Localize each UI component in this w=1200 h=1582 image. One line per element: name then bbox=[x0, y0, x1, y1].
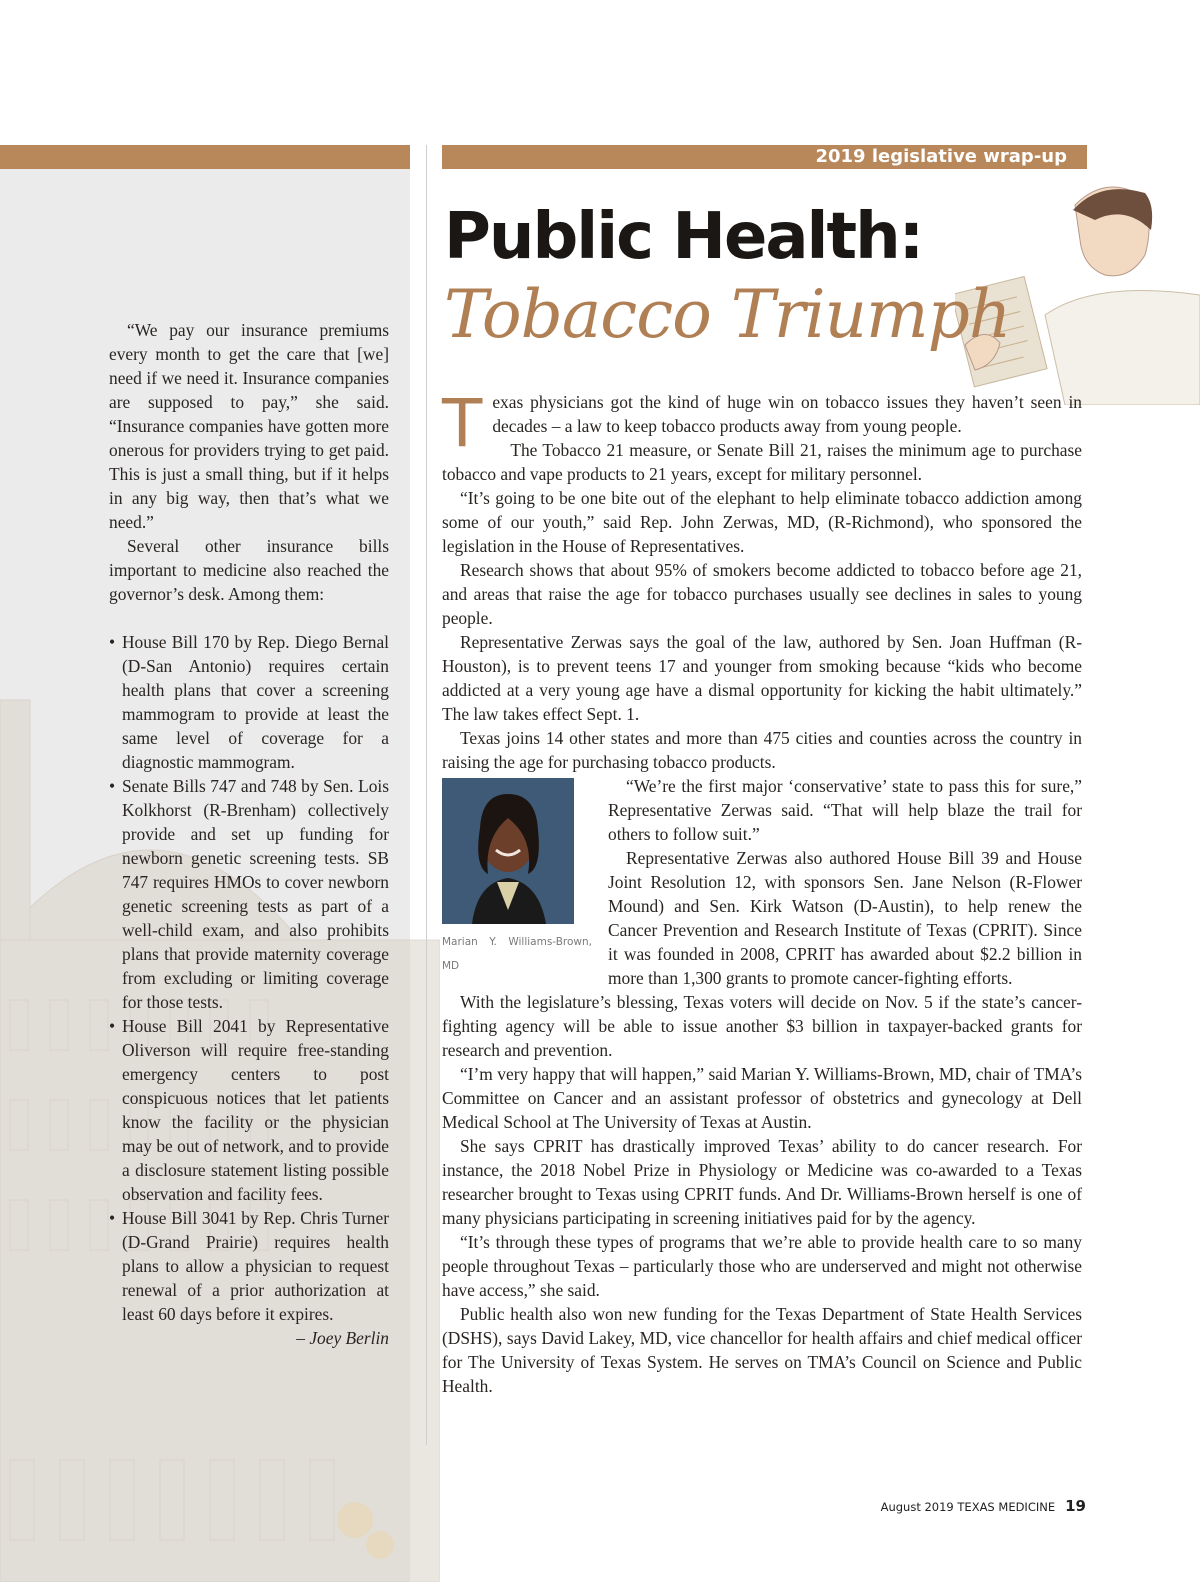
article-body bbox=[442, 385, 1082, 1398]
list-item: • House Bill 3041 by Rep. Chris Turner (D-Grand Prairie) requires health plans to allow a physician to request renewal of a prior authorization at least 60 days before it expires. bbox=[109, 1206, 389, 1326]
section-label: 2019 legislative wrap-up bbox=[815, 146, 1067, 167]
list-item: • Senate Bills 747 and 748 by Sen. Lois Kolkhorst (R-Brenham) collectively provide and set up funding for newborn genetic screening tests. SB 747 requires HMOs to cover newborn genetic screening tests as part of a well-child exam, and also prohibits plans that provide maternity coverage from excluding or limiting coverage for those tests. bbox=[109, 774, 389, 1014]
article-paragraph: Texas joins 14 other states and more than 475 cities and counties across the country in raising the age for purchasing tobacco products. bbox=[442, 728, 1082, 772]
author-photo bbox=[442, 778, 574, 924]
list-item: • House Bill 2041 by Representative Oliverson will require free-standing emergency centers to post conspicuous notices that let patients know the facility or the physician may be out of network, and to provide a disclosure statement listing possible observation and facility fees. bbox=[109, 1014, 389, 1206]
sidebar-paragraph: Several other insurance bills important to medicine also reached the governor’s desk. Among them: bbox=[109, 536, 389, 604]
article-paragraph: Representative Zerwas says the goal of the law, authored by Sen. Joan Huffman (R-Houston), is to prevent teens 17 and younger from smoking because “kids who become addicted at a very young age have a dismal opportunity for kicking the habit ultimately.” The law takes effect Sept. 1. bbox=[442, 632, 1082, 724]
page-number: 19 bbox=[1065, 1497, 1086, 1515]
page-footer bbox=[881, 1497, 1086, 1515]
issue-label: August 2019 TEXAS MEDICINE bbox=[880, 1500, 1056, 1514]
article-paragraph: Public health also won new funding for the Texas Department of State Health Services (DSHS), says David Lakey, MD, vice chancellor for health affairs and chief medical officer for The University of Texas System. He serves on TMA’s Council on Science and Public Health. bbox=[442, 1304, 1082, 1396]
byline: – Joey Berlin bbox=[296, 1328, 389, 1348]
author-photo-block bbox=[442, 778, 592, 988]
article-paragraph: Research shows that about 95% of smokers become addicted to tobacco before age 21, and areas that raise the age for tobacco purchases usually see declines in sales to young people. bbox=[442, 560, 1082, 628]
article-paragraph: Representative Zerwas also authored House Bill 39 and House Joint Resolution 12, with sponsors Sen. Jane Nelson (R-Flower Mound) and Sen. Kirk Watson (D-Austin), to help renew the Cancer Prevention and Research Institute of Texas (CPRIT). Since it was founded in 2008, CPRIT has awarded about $2.2 billion in more than 1,300 grants to promote cancer-fighting efforts. bbox=[608, 848, 1082, 988]
article-paragraph: “It’s through these types of programs that we’re able to provide health care to so many people throughout Texas – particularly those who are underserved and might not otherwise have access,” she said. bbox=[442, 1232, 1082, 1300]
column-divider bbox=[426, 145, 427, 1445]
bill-list bbox=[109, 630, 389, 1350]
article-subtitle: Tobacco Triumph bbox=[444, 276, 1011, 353]
sidebar-paragraph: “We pay our insurance premiums every month to get the care that [we] need if we need it. Insurance companies are supposed to pay,” she said. “Insurance companies have gotten more onerous for providers trying to get paid. This is just a small thing, but if it helps in any big way, then that’s what we need.” bbox=[109, 320, 389, 532]
article-title: Public Health: bbox=[444, 200, 923, 274]
photo-caption: Marian Y. Williams-Brown, MD bbox=[442, 936, 592, 972]
drop-cap: T bbox=[442, 385, 483, 462]
article-paragraph: “I’m very happy that will happen,” said Marian Y. Williams-Brown, MD, chair of TMA’s Committee on Cancer and an assistant professor of obstetrics and gynecology at Dell Medical School at The University of Texas at Austin. bbox=[442, 1064, 1082, 1132]
article-paragraph: “It’s going to be one bite out of the elephant to help eliminate tobacco addiction among some of our youth,” said Rep. John Zerwas, MD, (R-Richmond), who sponsored the legislation in the House of Representatives. bbox=[442, 488, 1082, 556]
article-paragraph: “We’re the first major ‘conservative’ state to pass this for sure,” Representative Zerwas said. “That will help blaze the trail for others to follow suit.” bbox=[608, 776, 1082, 844]
sidebar-top-bar bbox=[0, 145, 410, 169]
list-item: • House Bill 170 by Rep. Diego Bernal (D-San Antonio) requires certain health plans that cover a screening mammogram to provide at least the same level of coverage for a diagnostic mammogram. bbox=[109, 630, 389, 774]
article-paragraph: With the legislature’s blessing, Texas voters will decide on Nov. 5 if the state’s cancer-fighting agency will be able to issue another $3 billion in taxpayer-backed grants for research and prevention. bbox=[442, 992, 1082, 1060]
article-paragraph: The Tobacco 21 measure, or Senate Bill 21, raises the minimum age to purchase tobacco and vape products to 21 years, except for military personnel. bbox=[442, 440, 1082, 484]
article-paragraph: She says CPRIT has drastically improved Texas’ ability to do cancer research. For instance, the 2018 Nobel Prize in Physiology or Medicine was co-awarded to a Texas researcher brought to Texas using CPRIT funds. And Dr. Williams-Brown herself is one of many physicians participating in screening initiatives paid for by the agency. bbox=[442, 1136, 1082, 1228]
section-header-bar bbox=[442, 145, 1087, 169]
article-paragraph: Texas physicians got the kind of huge win on tobacco issues they haven’t seen in decades – a law to keep tobacco products away from young people. bbox=[442, 385, 1082, 462]
sidebar-text bbox=[109, 318, 389, 606]
